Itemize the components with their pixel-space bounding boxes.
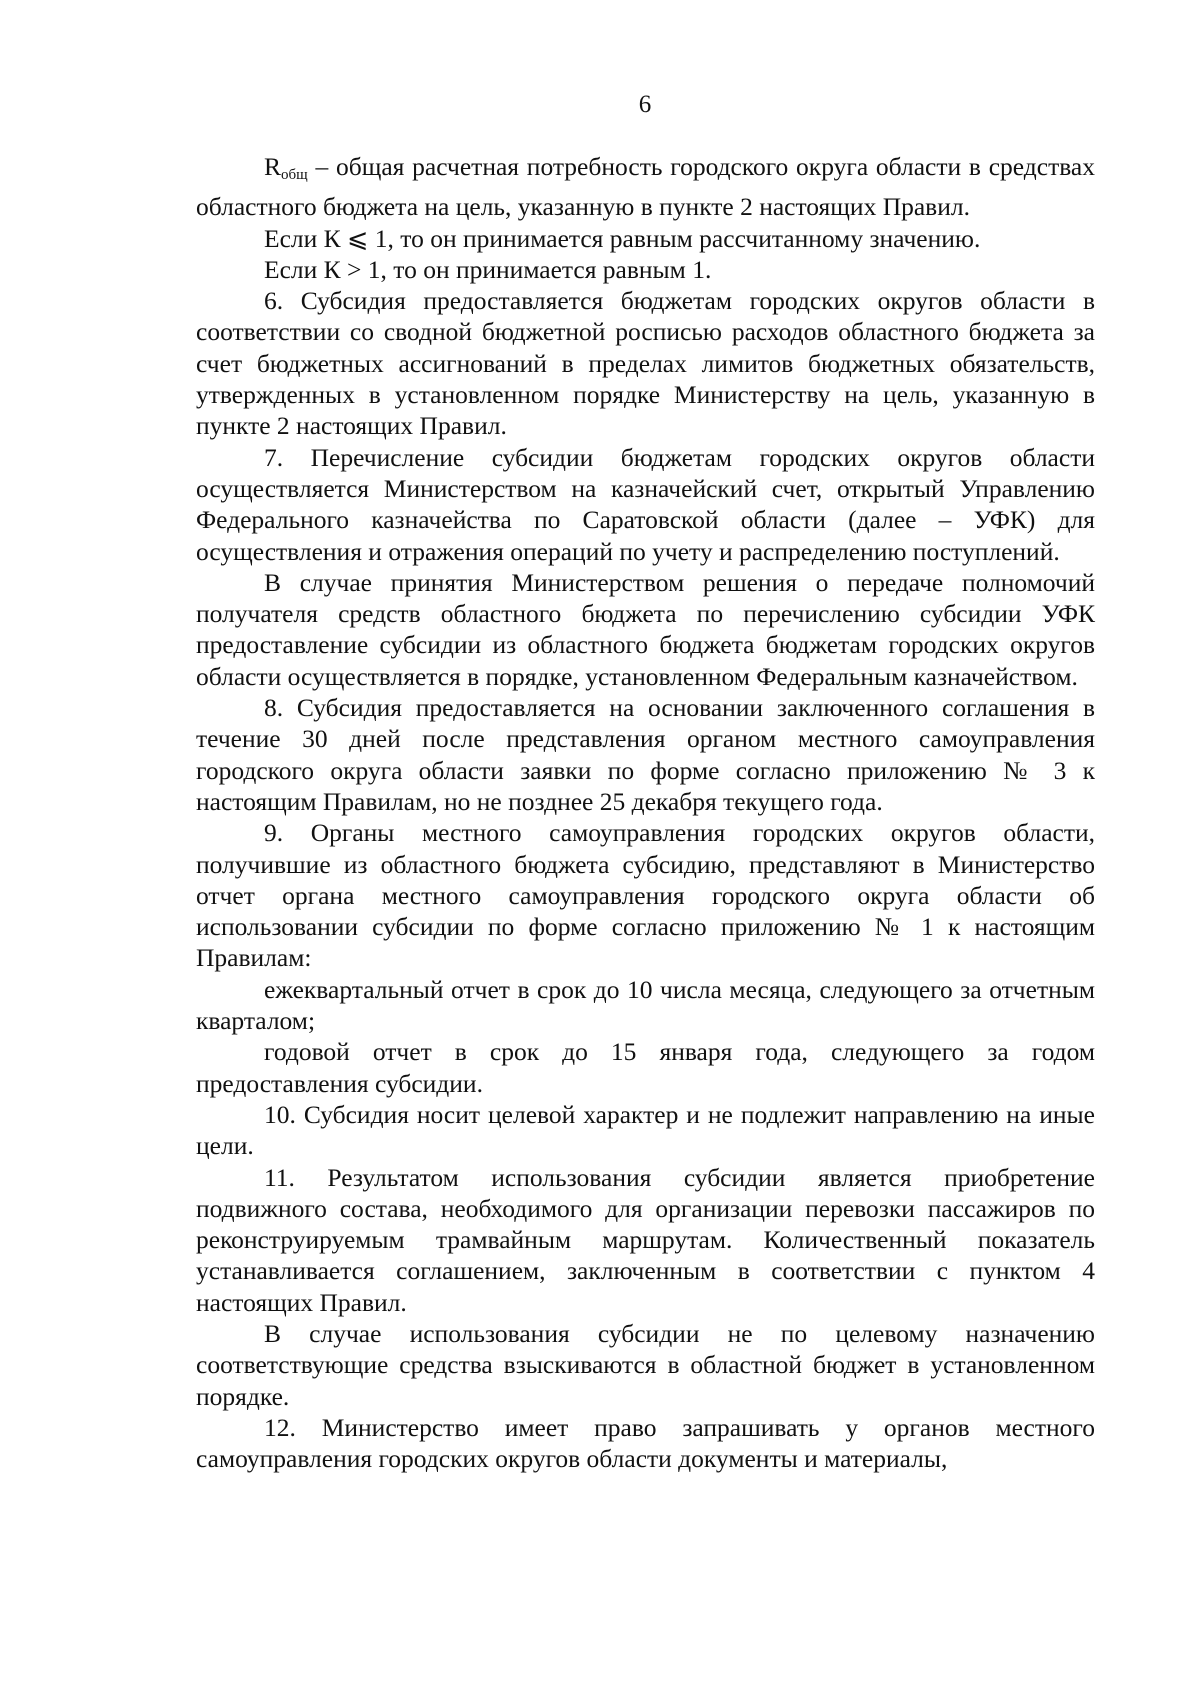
page-number: 6: [638, 91, 652, 118]
paragraph-9-quarterly: ежеквартальный отчет в срок до 10 числа месяца, следующего за отчетным кварталом;: [196, 974, 1095, 1036]
paragraph-10: 10. Субсидия носит целевой характер и не подлежит направлению на иные цели.: [196, 1099, 1095, 1161]
paragraph-12: 12. Министерство имеет право запрашивать у органов местного самоуправления городских округов области документы и материалы,: [196, 1412, 1095, 1474]
paragraph-7-case: В случае принятия Министерством решения о передаче полномочий получателя средств областного бюджета по перечислению субсидии УФК предоставление субсидии из областного бюджета бюджетам городских округов области осуществляется в порядке, установленном Федеральным казначейством.: [196, 567, 1095, 691]
paragraph-k-le-1: Если К ⩽ 1, то он принимается равным рассчитанному значению.: [264, 223, 981, 253]
paragraph-9: 9. Органы местного самоуправления городских округов области, получившие из областного бюджета субсидию, представляют в Министерство отчет органа местного самоуправления городского округа области об использовании субсидии по форме согласно приложению № 1 к настоящим Правилам:: [196, 818, 1095, 973]
paragraph-11-case: В случае использования субсидии не по целевому назначению соответствующие средства взыскиваются в областной бюджет в установленном порядке.: [196, 1318, 1095, 1411]
paragraph-9-annual: годовой отчет в срок до 15 января года, следующего за годом предоставления субсидии.: [196, 1037, 1095, 1098]
paragraph-11: 11. Результатом использования субсидии является приобретение подвижного состава, необходимого для организации перевозки пассажиров по реконструируемым трамвайным маршрутам. Количественный показатель устанавливается соглашением, заключенным в соответствии с пунктом 4 настоящих Правил.: [196, 1162, 1095, 1317]
r-subscript: общ: [281, 167, 308, 183]
paragraph-k-gt-1: Если К > 1, то он принимается равным 1.: [264, 254, 712, 284]
r-symbol: R: [264, 152, 282, 181]
r-definition-text: – общая расчетная потребность городского округа области в средствах областного бюджета на цель, указанную в пункте 2 настоящих Правил.: [196, 152, 1095, 222]
paragraph-r-definition: [196, 151, 1095, 223]
paragraph-6: 6. Субсидия предоставляется бюджетам городских округов области в соответствии со сводной бюджетной росписью расходов областного бюджета за счет бюджетных ассигнований в пределах лимитов бюджетных обязательств, утвержденных в установленном порядке Министерству на цель, указанную в пункте 2 настоящих Правил.: [196, 286, 1095, 441]
paragraph-8: 8. Субсидия предоставляется на основании заключенного соглашения в течение 30 дней после представления органом местного самоуправления городского округа области заявки по форме согласно приложению № 3 к настоящим Правилам, но не позднее 25 декабря текущего года.: [196, 693, 1095, 816]
paragraph-7: 7. Перечисление субсидии бюджетам городских округов области осуществляется Министерством на казначейский счет, открытый Управлению Федерального казначейства по Саратовской области (далее – УФК) для осуществления и отражения операций по учету и распределению поступлений.: [196, 442, 1095, 566]
document-body: [196, 151, 1095, 1474]
